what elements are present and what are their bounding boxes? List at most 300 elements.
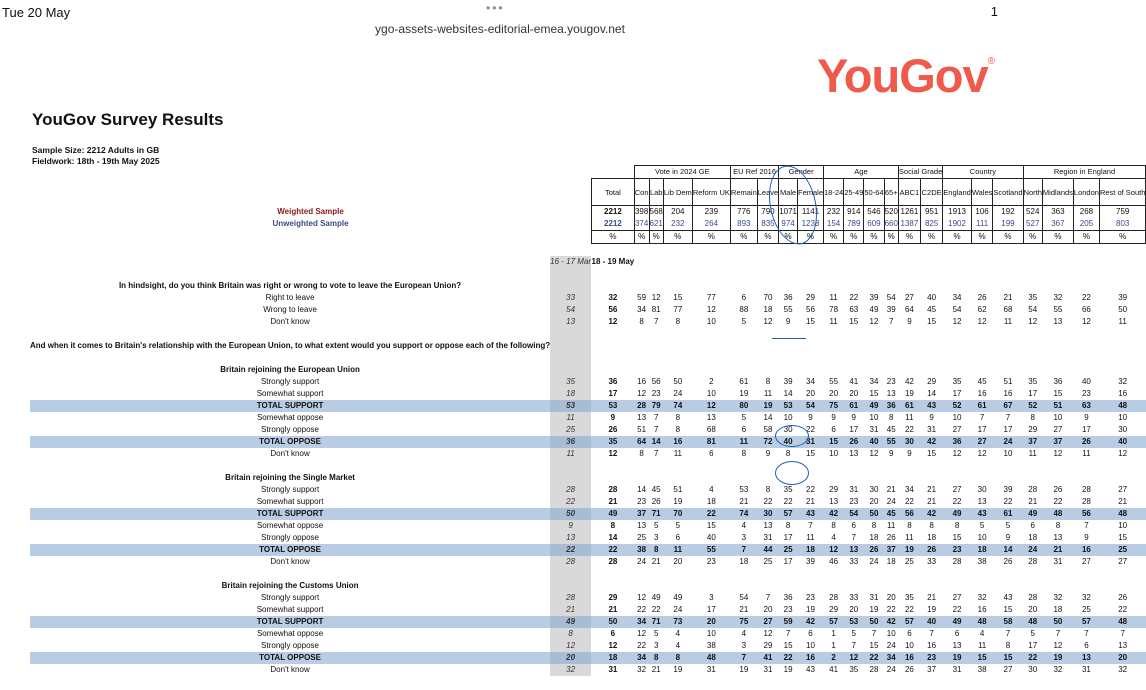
data-cell: 52 — [1023, 400, 1042, 412]
previous-wave-cell — [550, 568, 591, 580]
data-cell: 26 — [886, 533, 896, 542]
data-cell: 24 — [886, 497, 896, 506]
data-cell: 71 — [649, 508, 663, 520]
data-cell: 13 — [1118, 641, 1128, 650]
data-cell: 9 — [907, 317, 912, 326]
data-cell: 18 — [869, 533, 879, 542]
unweighted-sample-label: Unweighted Sample — [272, 219, 349, 229]
column-header: 65+ — [884, 179, 898, 206]
group-header: Social Grade — [898, 166, 942, 179]
data-cell: 81 — [651, 305, 661, 314]
sample-value: 524 — [1023, 206, 1042, 219]
data-cell: 27 — [904, 293, 914, 302]
answer-label: Somewhat oppose — [256, 413, 324, 422]
data-cell: 74 — [663, 400, 692, 412]
data-cell: 61 — [898, 400, 920, 412]
column-header: North — [1023, 179, 1042, 206]
data-cell: 77 — [706, 293, 716, 302]
data-cell: 66 — [1081, 305, 1091, 314]
data-cell: 45 — [884, 508, 898, 520]
data-cell: 12 — [608, 641, 618, 650]
data-cell: 43 — [806, 665, 815, 674]
data-cell: 52 — [943, 400, 972, 412]
previous-wave-value: 33 — [550, 292, 591, 304]
column-header: Female — [797, 179, 823, 206]
data-cell: 21 — [1003, 293, 1013, 302]
data-cell: 12 — [651, 293, 661, 302]
sample-value: 2212 — [592, 206, 635, 219]
empty-cell — [591, 328, 1146, 340]
data-cell: 54 — [886, 293, 896, 302]
data-cell: 21 — [886, 485, 896, 494]
address-bar[interactable]: ygo-assets-websites-editorial-emea.yougov.net — [375, 22, 625, 36]
data-cell: 61 — [993, 508, 1023, 520]
data-cell: 7 — [1055, 629, 1061, 638]
answer-label: Strongly oppose — [261, 641, 319, 650]
data-cell: 17 — [1028, 389, 1038, 398]
data-cell: 4 — [675, 641, 681, 650]
data-cell: 24 — [673, 389, 683, 398]
data-cell: 34 — [884, 652, 898, 664]
data-cell: 18 — [592, 652, 635, 664]
data-cell: 16 — [1073, 544, 1099, 556]
data-cell: 81 — [692, 436, 730, 448]
data-cell: 34 — [904, 485, 914, 494]
data-cell: 38 — [706, 641, 716, 650]
data-cell: 9 — [831, 413, 836, 422]
data-cell: 14 — [637, 485, 647, 494]
answer-label: Wrong to leave — [263, 305, 317, 314]
data-cell: 31 — [952, 665, 962, 674]
sample-value: 232 — [824, 206, 844, 219]
data-cell: 8 — [765, 485, 771, 494]
column-header: Lab — [649, 179, 663, 206]
previous-wave-value: 28 — [550, 556, 591, 568]
data-cell: 25 — [763, 557, 773, 566]
data-cell: 13 — [977, 497, 987, 506]
previous-wave-value: 28 — [550, 592, 591, 604]
data-cell: 45 — [651, 485, 661, 494]
data-cell: 11 — [673, 449, 682, 458]
data-cell: 20 — [1099, 652, 1145, 664]
sample-value: 621 — [649, 218, 663, 231]
percent-row — [30, 231, 1146, 244]
column-header: Wales — [971, 179, 993, 206]
total-row — [30, 544, 1146, 556]
data-cell: 4 — [741, 521, 747, 530]
data-cell: 7 — [1005, 413, 1011, 422]
data-cell: 9 — [889, 449, 894, 458]
data-cell: 18 — [971, 544, 993, 556]
data-cell: 7 — [730, 544, 757, 556]
data-cell: 11 — [1003, 317, 1013, 326]
data-cell: 10 — [1118, 521, 1128, 530]
data-cell: 36 — [783, 293, 793, 302]
sample-value: 546 — [864, 206, 884, 219]
data-cell: 16 — [663, 436, 692, 448]
data-cell: 22 — [904, 497, 914, 506]
previous-wave-cell — [550, 328, 591, 340]
data-cell: 19 — [739, 665, 749, 674]
data-cell: 22 — [886, 605, 896, 614]
data-cell: 32 — [608, 293, 618, 302]
data-cell: 48 — [971, 616, 993, 628]
sample-value: 974 — [779, 218, 798, 231]
data-cell: 20 — [763, 605, 773, 614]
data-cell: 8 — [831, 521, 836, 530]
data-cell: 21 — [927, 497, 937, 506]
previous-wave-cell — [550, 472, 591, 484]
data-cell: 32 — [1053, 665, 1063, 674]
data-cell: 49 — [1023, 508, 1042, 520]
data-cell: 22 — [904, 605, 914, 614]
data-cell: 34 — [634, 616, 649, 628]
previous-wave-value: 8 — [550, 628, 591, 640]
data-cell: 3 — [653, 641, 659, 650]
data-cell: 8 — [610, 521, 616, 530]
data-cell: 72 — [757, 436, 778, 448]
data-cell: 54 — [797, 400, 823, 412]
data-cell: 12 — [763, 629, 773, 638]
data-cell: 27 — [1003, 665, 1013, 674]
data-cell: 15 — [1118, 533, 1128, 542]
data-cell: 12 — [706, 305, 716, 314]
data-cell: 7 — [730, 652, 757, 664]
data-cell: 73 — [663, 616, 692, 628]
status-bar — [0, 0, 1000, 22]
data-cell: 9 — [1084, 413, 1089, 422]
data-cell: 10 — [783, 413, 793, 422]
data-cell: 17 — [977, 425, 987, 434]
data-cell: 8 — [649, 652, 663, 664]
column-header: 50-64 — [864, 179, 884, 206]
data-cell: 55 — [692, 544, 730, 556]
previous-wave-value: 13 — [550, 532, 591, 544]
data-cell: 8 — [675, 413, 681, 422]
data-cell: 44 — [757, 544, 778, 556]
empty-cell — [30, 268, 550, 280]
question-row — [30, 340, 1146, 352]
data-cell: 14 — [927, 389, 937, 398]
data-cell: 30 — [1118, 425, 1128, 434]
data-cell: 13 — [706, 413, 716, 422]
data-cell: 27 — [1118, 557, 1128, 566]
data-cell: 6 — [610, 629, 616, 638]
sample-value: 1387 — [898, 218, 920, 231]
sample-value: 1261 — [898, 206, 920, 219]
empty-cell — [30, 256, 550, 268]
answer-row — [30, 640, 1146, 652]
answer-label: Don't know — [270, 317, 310, 326]
sample-value: 914 — [844, 206, 864, 219]
answer-label: Somewhat oppose — [256, 629, 324, 638]
previous-wave-value: 12 — [550, 640, 591, 652]
sample-value: 239 — [692, 206, 730, 219]
data-cell: 51 — [1003, 377, 1013, 386]
data-cell: 23 — [943, 544, 972, 556]
data-cell: 29 — [608, 593, 618, 602]
answer-label: Don't know — [270, 557, 310, 566]
data-cell: 13 — [886, 389, 896, 398]
data-cell: 23 — [886, 377, 896, 386]
data-cell: 14 — [608, 533, 618, 542]
empty-cell — [30, 179, 550, 206]
data-cell: 34 — [869, 377, 879, 386]
data-cell: 7 — [851, 641, 856, 650]
percent-cell: % — [1042, 231, 1073, 244]
data-cell: 41 — [849, 377, 859, 386]
empty-cell — [591, 268, 1146, 280]
data-cell: 26 — [608, 425, 618, 434]
data-cell: 12 — [637, 389, 647, 398]
data-cell: 14 — [763, 413, 773, 422]
answer-row — [30, 484, 1146, 496]
question-text: And when it comes to Britain's relationship with the European Union, to what extent would you support or oppose each of the following? — [30, 341, 551, 350]
data-cell: 37 — [884, 544, 898, 556]
data-cell: 41 — [757, 652, 778, 664]
group-header-row — [30, 166, 1146, 179]
data-cell: 7 — [1120, 629, 1125, 638]
answer-label: Right to leave — [265, 293, 315, 302]
spacer-row — [30, 268, 1146, 280]
question-row — [30, 364, 1146, 376]
data-cell: 13 — [637, 521, 647, 530]
percent-cell: % — [634, 231, 649, 244]
data-cell: 30 — [1028, 665, 1038, 674]
data-cell: 31 — [608, 665, 618, 674]
empty-cell — [550, 179, 591, 206]
data-cell: 10 — [1118, 413, 1128, 422]
percent-cell: % — [1023, 231, 1042, 244]
data-cell: 21 — [1042, 544, 1073, 556]
data-cell: 36 — [608, 377, 618, 386]
data-cell: 20 — [849, 389, 859, 398]
previous-wave-value: 35 — [550, 376, 591, 388]
data-cell: 49 — [592, 508, 635, 520]
answer-label: TOTAL SUPPORT — [30, 400, 550, 412]
previous-wave-value: 13 — [550, 316, 591, 328]
data-cell: 12 — [1118, 449, 1128, 458]
data-cell: 16 — [1003, 389, 1013, 398]
answer-label: TOTAL SUPPORT — [30, 616, 550, 628]
data-cell: 9 — [851, 413, 856, 422]
data-cell: 25 — [904, 557, 914, 566]
answer-label: Don't know — [270, 665, 310, 674]
data-cell: 22 — [783, 497, 793, 506]
data-cell: 12 — [1053, 641, 1063, 650]
data-cell: 7 — [929, 629, 934, 638]
data-cell: 68 — [706, 425, 716, 434]
data-cell: 4 — [741, 629, 747, 638]
data-cell: 29 — [806, 293, 815, 302]
data-cell: 10 — [869, 413, 879, 422]
total-row — [30, 436, 1146, 448]
more-dots-icon[interactable]: ••• — [486, 1, 505, 15]
data-cell: 9 — [765, 449, 771, 458]
data-cell: 22 — [651, 605, 661, 614]
data-cell: 13 — [1073, 652, 1099, 664]
sample-value: 106 — [971, 206, 993, 219]
current-wave-date: 18 - 19 May — [591, 257, 635, 266]
previous-wave-value: 20 — [550, 652, 591, 664]
data-cell: 11 — [887, 521, 896, 530]
wave-header-row — [30, 256, 1146, 268]
previous-wave-value: 50 — [550, 508, 591, 520]
data-cell: 15 — [673, 293, 683, 302]
sample-value: 803 — [1099, 218, 1145, 231]
empty-cell — [30, 231, 550, 244]
data-cell: 40 — [920, 616, 942, 628]
data-cell: 61 — [844, 400, 864, 412]
data-cell: 34 — [806, 377, 815, 386]
previous-wave-value: 53 — [550, 400, 591, 412]
data-cell: 36 — [1053, 377, 1063, 386]
previous-wave-cell — [550, 268, 591, 280]
data-cell: 13 — [829, 497, 839, 506]
sample-value: 374 — [634, 218, 649, 231]
answer-row — [30, 292, 1146, 304]
data-cell: 7 — [1084, 629, 1089, 638]
data-cell: 51 — [1042, 400, 1073, 412]
previous-wave-value: 54 — [550, 304, 591, 316]
data-cell: 13 — [844, 544, 864, 556]
data-cell: 40 — [864, 436, 884, 448]
data-cell: 3 — [741, 641, 747, 650]
data-cell: 16 — [977, 605, 987, 614]
data-cell: 18 — [1028, 533, 1038, 542]
data-cell: 42 — [920, 508, 942, 520]
logo-text: YouGov — [816, 49, 988, 102]
data-cell: 15 — [1003, 605, 1013, 614]
spacer-row — [30, 328, 1146, 340]
data-cell: 5 — [979, 521, 985, 530]
data-cell: 38 — [977, 557, 987, 566]
empty-cell — [30, 352, 550, 364]
data-cell: 24 — [673, 605, 683, 614]
data-cell: 50 — [1118, 305, 1128, 314]
data-cell: 4 — [979, 629, 985, 638]
data-cell: 4 — [709, 485, 714, 494]
data-cell: 11 — [829, 317, 838, 326]
data-cell: 3 — [709, 593, 714, 602]
data-cell: 5 — [741, 317, 747, 326]
data-cell: 64 — [634, 436, 649, 448]
data-cell: 5 — [1030, 629, 1035, 638]
data-cell: 59 — [637, 293, 647, 302]
answer-label: Strongly support — [260, 593, 320, 602]
data-cell: 8 — [741, 449, 747, 458]
data-cell: 28 — [634, 400, 649, 412]
data-cell: 31 — [1081, 665, 1091, 674]
data-cell: 6 — [907, 629, 912, 638]
sample-value: 789 — [844, 218, 864, 231]
data-cell: 39 — [1003, 485, 1013, 494]
data-cell: 11 — [905, 413, 914, 422]
data-cell: 22 — [637, 641, 647, 650]
percent-cell: % — [884, 231, 898, 244]
sample-value: 1238 — [797, 218, 823, 231]
data-cell: 23 — [1081, 389, 1091, 398]
data-cell: 28 — [952, 557, 962, 566]
data-cell: 15 — [849, 317, 859, 326]
data-cell: 22 — [849, 293, 859, 302]
data-cell: 31 — [763, 665, 773, 674]
data-cell: 43 — [1003, 593, 1013, 602]
data-cell: 28 — [1028, 557, 1038, 566]
data-cell: 17 — [706, 605, 716, 614]
data-cell: 29 — [927, 377, 937, 386]
spacer-row — [30, 460, 1146, 472]
data-cell: 27 — [952, 593, 962, 602]
data-cell: 17 — [783, 557, 793, 566]
percent-cell: % — [920, 231, 942, 244]
weighted-sample-row — [30, 206, 1146, 219]
sample-value: 776 — [730, 206, 757, 219]
data-cell: 55 — [1053, 305, 1063, 314]
data-cell: 17 — [608, 389, 618, 398]
data-cell: 10 — [829, 449, 839, 458]
column-header: C2DE — [920, 179, 942, 206]
data-cell: 15 — [869, 641, 879, 650]
percent-cell: % — [649, 231, 663, 244]
data-cell: 5 — [653, 629, 659, 638]
data-cell: 20 — [806, 389, 815, 398]
previous-wave-value: 32 — [550, 664, 591, 676]
column-header: Rest of South — [1099, 179, 1145, 206]
data-cell: 8 — [871, 521, 877, 530]
answer-row — [30, 424, 1146, 436]
data-cell: 55 — [884, 436, 898, 448]
answer-label: Strongly support — [260, 377, 320, 386]
answer-row — [30, 532, 1146, 544]
answer-row — [30, 520, 1146, 532]
data-cell: 28 — [1081, 485, 1091, 494]
data-cell: 12 — [692, 400, 730, 412]
data-cell: 54 — [952, 305, 962, 314]
data-cell: 27 — [952, 485, 962, 494]
data-cell: 11 — [905, 533, 914, 542]
data-cell: 35 — [952, 377, 962, 386]
data-cell: 29 — [1028, 425, 1038, 434]
data-cell: 24 — [637, 557, 647, 566]
data-cell: 8 — [1030, 413, 1035, 422]
data-cell: 50 — [673, 377, 683, 386]
percent-cell: % — [797, 231, 823, 244]
data-cell: 28 — [1028, 485, 1038, 494]
previous-wave-cell — [550, 580, 591, 592]
data-cell: 51 — [637, 425, 647, 434]
data-cell: 48 — [1042, 508, 1073, 520]
sample-value: 1902 — [943, 218, 972, 231]
group-header: Vote in 2024 GE — [634, 166, 730, 179]
data-cell: 56 — [898, 508, 920, 520]
data-cell: 6 — [675, 533, 681, 542]
data-cell: 26 — [920, 544, 942, 556]
data-cell: 19 — [757, 400, 778, 412]
data-cell: 27 — [1118, 485, 1128, 494]
data-cell: 31 — [869, 593, 879, 602]
group-header: Gender — [779, 166, 824, 179]
data-cell: 14 — [993, 544, 1023, 556]
sample-value: 893 — [730, 218, 757, 231]
previous-wave-cell — [550, 280, 591, 292]
data-cell: 19 — [943, 652, 972, 664]
column-header: Midlands — [1042, 179, 1073, 206]
data-cell: 17 — [783, 533, 793, 542]
data-cell: 27 — [971, 436, 993, 448]
data-cell: 42 — [824, 508, 844, 520]
data-cell: 56 — [1073, 508, 1099, 520]
